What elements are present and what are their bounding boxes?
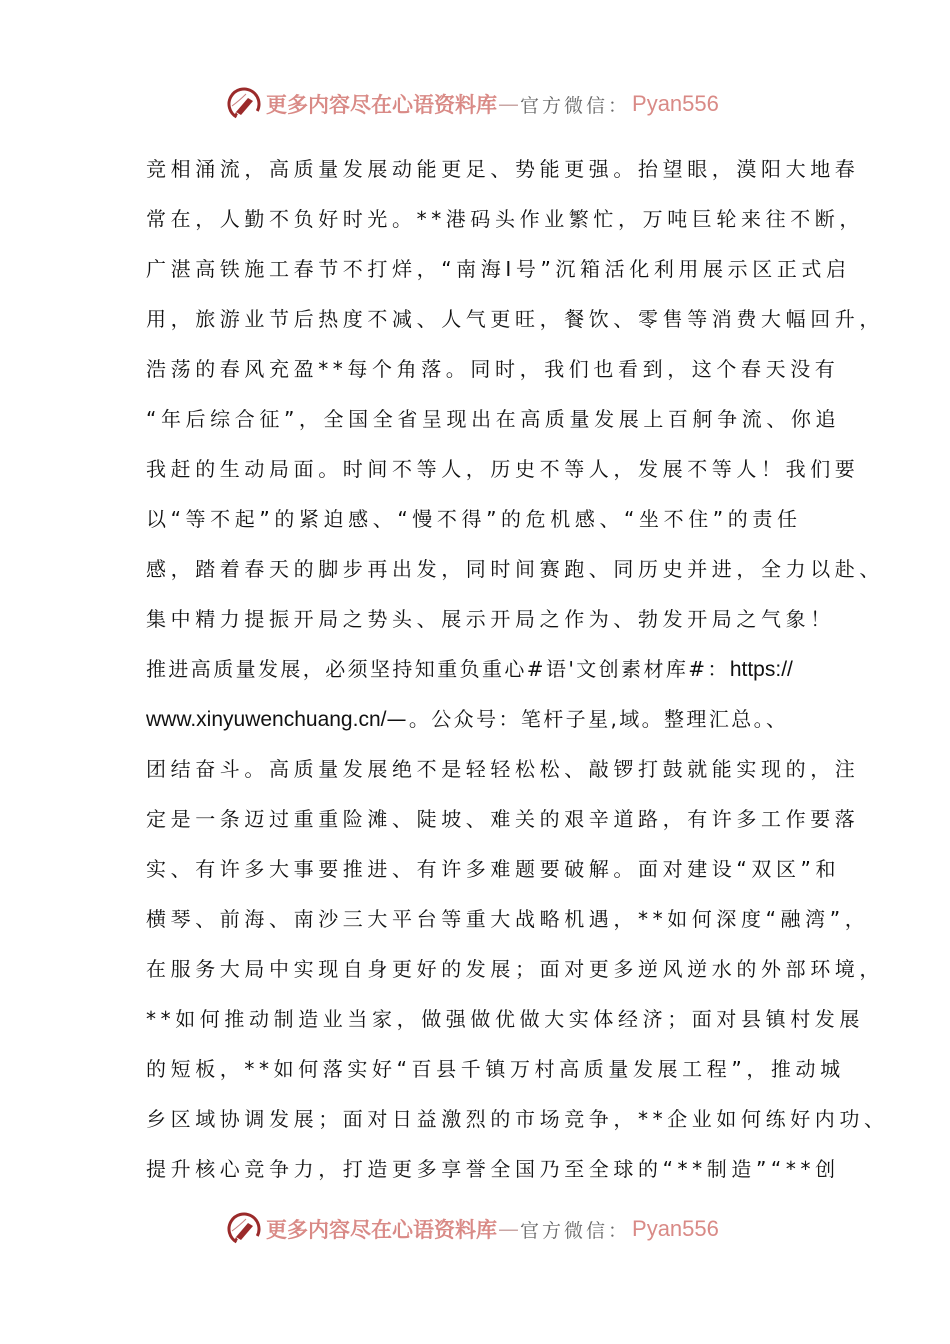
body-text: 推进高质量发展，必须坚持知重负重心#语'文创素材库#： [146, 657, 730, 681]
pen-nib-logo-icon [226, 1211, 262, 1247]
body-line: 广湛高铁施工春节不打烊，“南海Ⅰ号”沉箱活化利用展示区正式启 [146, 257, 851, 281]
body-line: 团结奋斗。高质量发展绝不是轻轻松松、敲锣打鼓就能实现的，注 [146, 757, 860, 781]
source-url-part: www.xinyuwenchuang.cn/ [146, 708, 387, 731]
body-line: 用，旅游业节后热度不减、人气更旺，餐饮、零售等消费大幅回升， [146, 307, 884, 331]
document-body [146, 151, 889, 1201]
body-line: 竞相涌流，高质量发展动能更足、势能更强。抬望眼，漠阳大地春 [146, 157, 860, 181]
banner-wechat-label: 官方微信： [520, 94, 631, 117]
banner-wechat-label: 官方微信： [520, 1219, 631, 1242]
body-line: 提升核心竞争力，打造更多享誉全国乃至全球的“**制造”“**创 [146, 1157, 840, 1181]
body-line [146, 701, 806, 751]
body-line: 感，踏着春天的脚步再出发，同时间赛跑、同历史并进，全力以赴、 [146, 557, 884, 581]
banner-slogan: 更多内容尽在心语资料库 [266, 92, 497, 117]
body-line: 定是一条迈过重重险滩、陡坡、难关的艰辛道路，有许多工作要落 [146, 807, 860, 831]
banner-separator: — [498, 92, 519, 116]
source-url-part: https:// [729, 658, 793, 681]
banner-slogan: 更多内容尽在心语资料库 [266, 1217, 497, 1242]
body-line: 浩荡的春风充盈**每个角落。同时，我们也看到，这个春天没有 [146, 357, 840, 381]
pen-nib-logo-icon [226, 86, 262, 122]
body-text: —。公众号：笔杆子星,域。整理汇总。、 [386, 707, 789, 731]
body-line: 我赶的生动局面。时间不等人，历史不等人，发展不等人！我们要 [146, 457, 860, 481]
body-line: 在服务大局中实现自身更好的发展；面对更多逆风逆水的外部环境， [146, 957, 884, 981]
body-line: 以“等不起”的紧迫感、“慢不得”的危机感、“坐不住”的责任 [146, 507, 802, 531]
banner-separator: — [498, 1217, 519, 1241]
body-line: **如何推动制造业当家，做强做优做大实体经济；面对县镇村发展 [146, 1007, 864, 1031]
banner-wechat-id: Pyan556 [632, 1216, 719, 1241]
body-line: 乡区域协调发展；面对日益激烈的市场竞争，**企业如何练好内功、 [146, 1107, 889, 1131]
body-line: 横琴、前海、南沙三大平台等重大战略机遇，**如何深度“融湾”， [146, 907, 870, 931]
header-watermark-banner [226, 84, 719, 124]
body-line: 集中精力提振开局之势头、展示开局之作为、勃发开局之气象！ [146, 607, 835, 631]
body-line: “年后综合征”，全国全省呈现出在高质量发展上百舸争流、你追 [146, 407, 841, 431]
banner-wechat-id: Pyan556 [632, 91, 719, 116]
footer-watermark-banner [226, 1209, 719, 1249]
body-line: 实、有许多大事要推进、有许多难题要破解。面对建设“双区”和 [146, 857, 841, 881]
body-line: 常在，人勤不负好时光。**港码头作业繁忙，万吨巨轮来往不断， [146, 207, 864, 231]
body-line [146, 651, 806, 701]
body-line: 的短板，**如何落实好“百县千镇万村高质量发展工程”，推动城 [146, 1057, 845, 1081]
